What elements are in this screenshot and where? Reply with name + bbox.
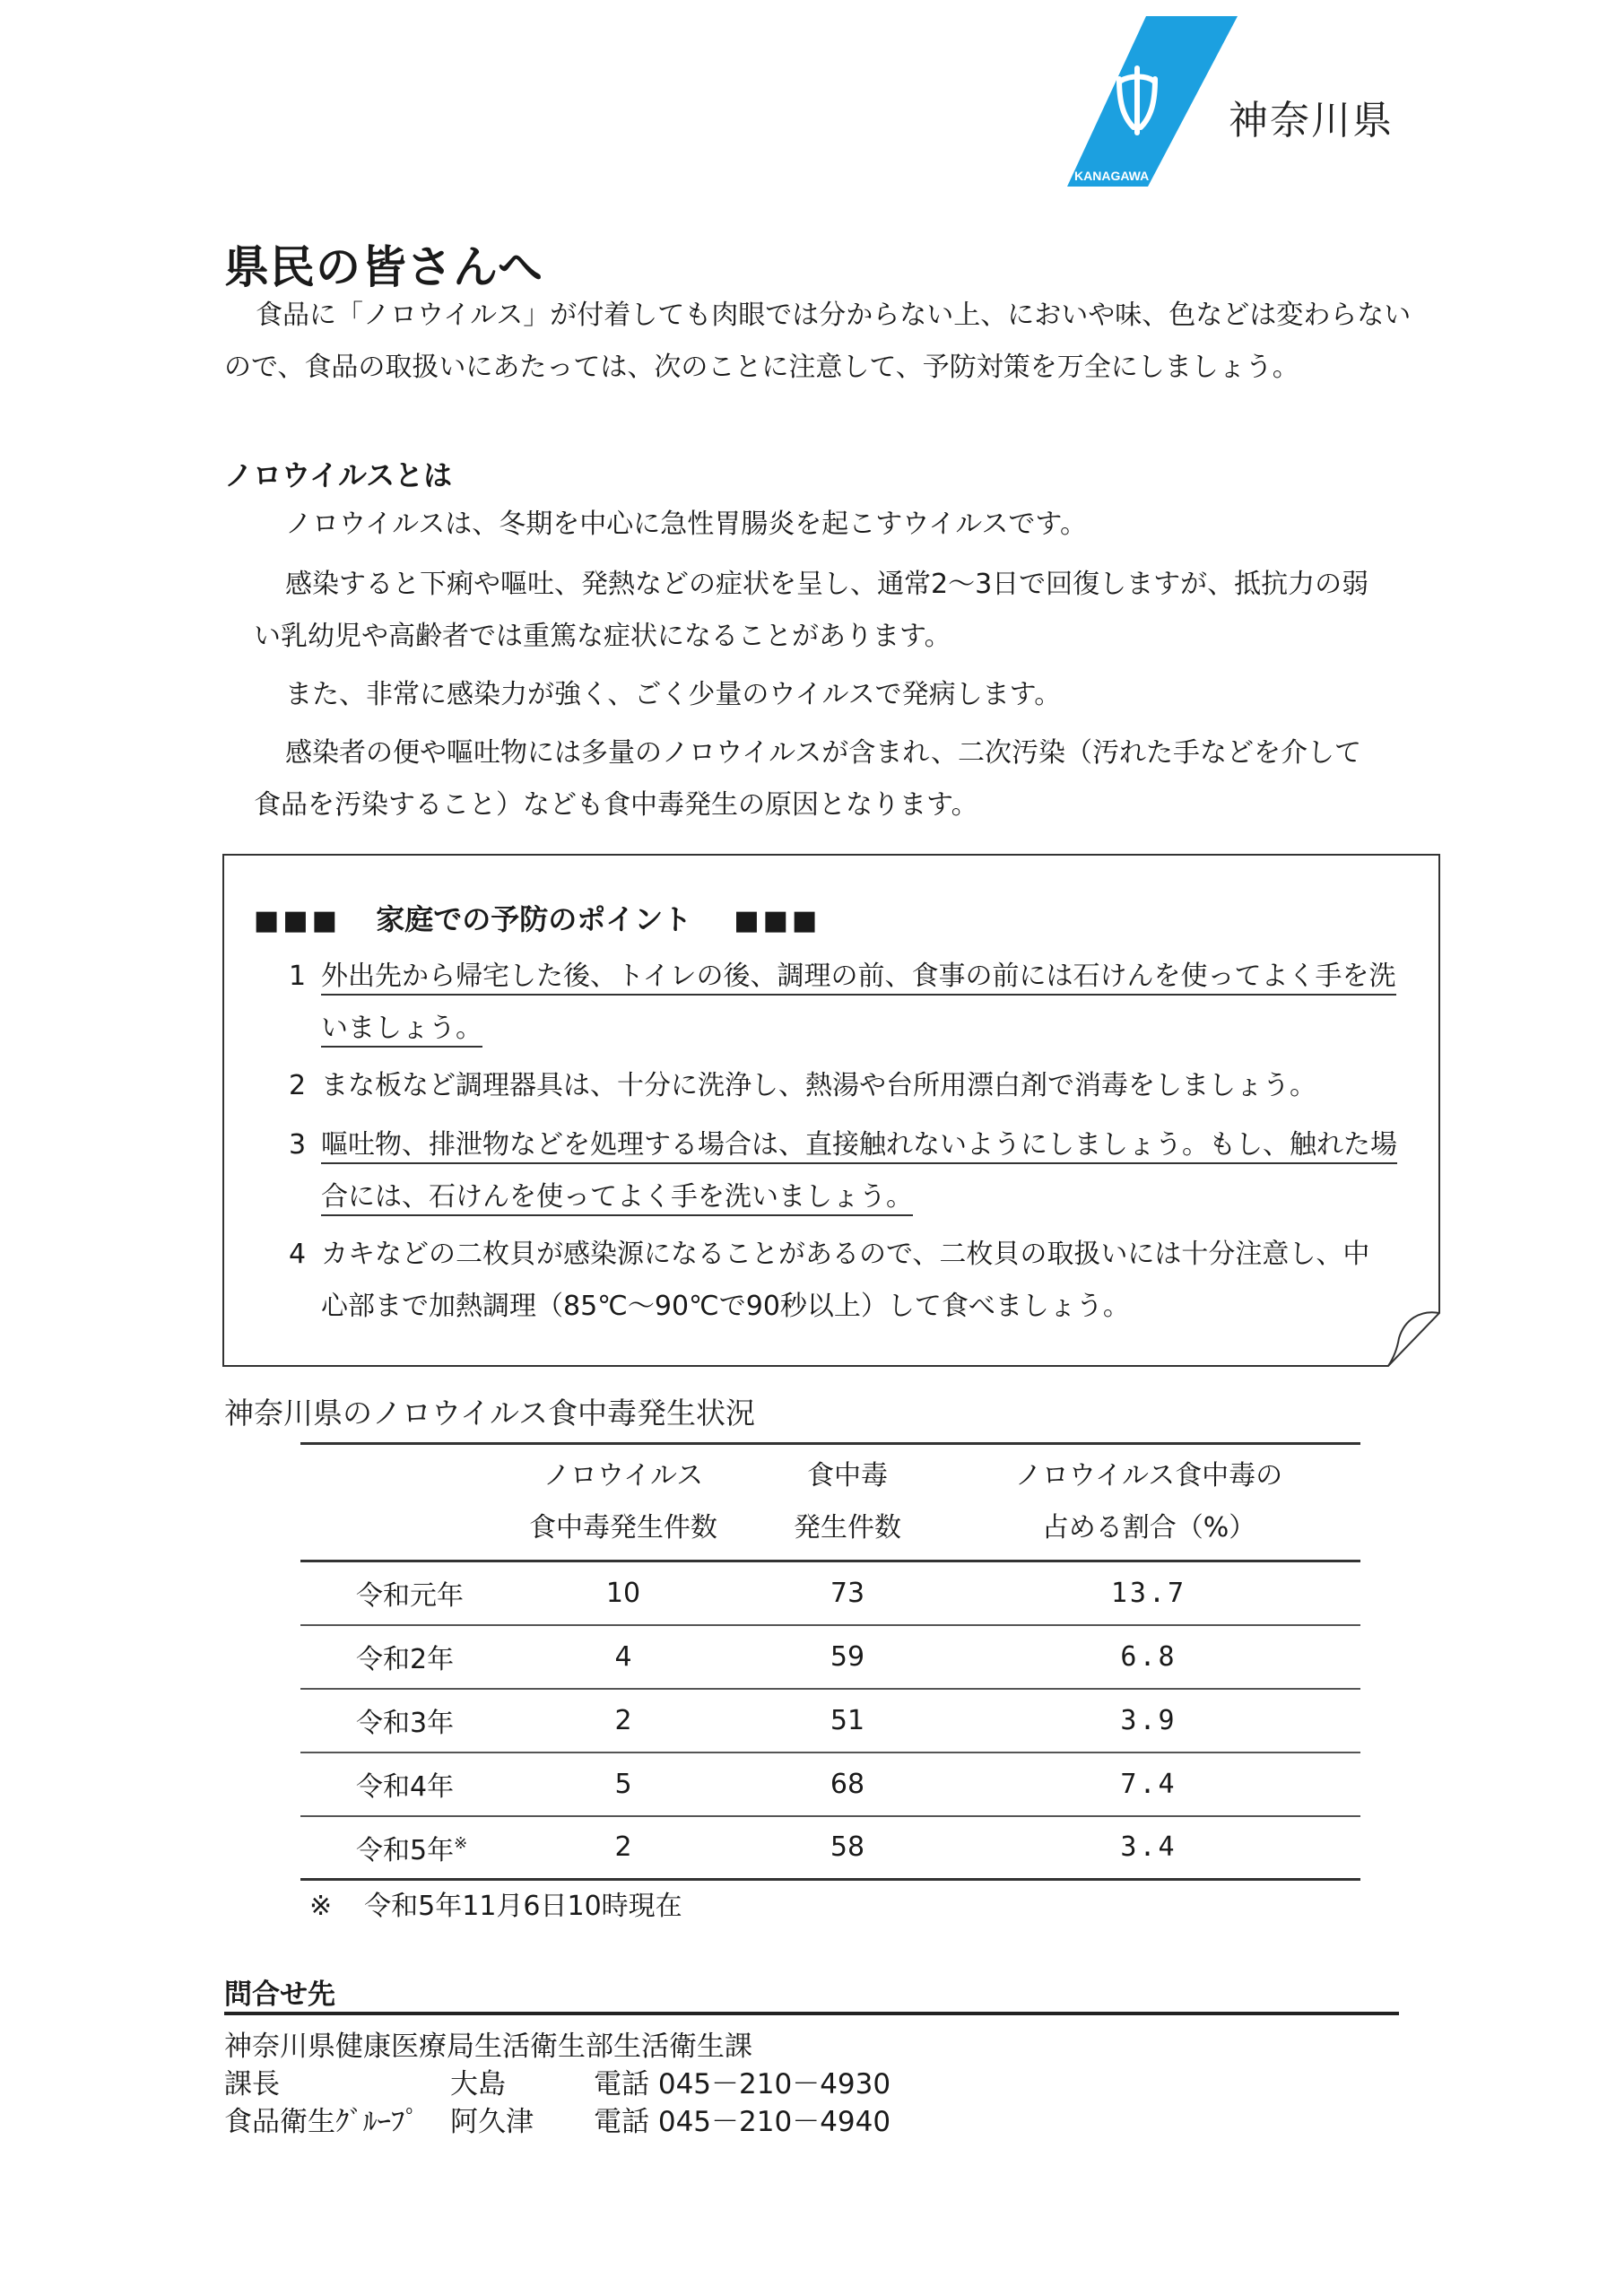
header-cell-total-count: 食中毒 発生件数 [794, 1460, 901, 1544]
total-count-cell: 58 [830, 1831, 865, 1864]
noro-count-cell: 4 [614, 1640, 632, 1673]
table-row [300, 1625, 1360, 1689]
about-line-3: い乳幼児や高齢者では重篤な症状になることがあります。 [254, 621, 951, 652]
contact-phone: 電話 045－210－4930 [594, 2068, 891, 2100]
noro-count-cell: 2 [614, 1704, 632, 1736]
table-row [300, 1752, 1360, 1816]
contact-row [224, 2061, 1121, 2100]
point-1-line-1 [321, 951, 1396, 1003]
point-1-text-1: 外出先から帰宅した後、トイレの後、調理の前、食事の前には石けんを使ってよく手を洗 [321, 961, 1396, 996]
point-number-2: 2 [289, 1070, 307, 1101]
about-line-1: ノロウイルスは、冬期を中心に急性胃腸炎を起こすウイルスです。 [285, 509, 1087, 540]
point-4-line-2: 心部まで加熱調理（85℃～90℃で90秒以上）して食べましょう。 [321, 1291, 1130, 1322]
header-cell-noro-count: ノロウイルス 食中毒発生件数 [529, 1460, 717, 1544]
point-3-text-2: 合には、石けんを使ってよく手を洗いましょう。 [321, 1181, 913, 1216]
prevention-heading-text: 家庭での予防のポイント [376, 902, 692, 936]
point-3-line-2 [321, 1171, 913, 1223]
noro-count-cell: 10 [605, 1577, 641, 1609]
contact-name: 阿久津 [450, 2106, 534, 2138]
footnote-mark-symbol: ※ [309, 1891, 333, 1922]
table-row [300, 1689, 1360, 1752]
intro-line-1: 食品に「ノロウイルス」が付着しても肉眼では分からない上、においや味、色などは変わらない [256, 300, 1412, 331]
year-cell: 令和元年 [356, 1580, 464, 1613]
ratio-cell: 13.7 [1110, 1577, 1187, 1609]
table-row [300, 1561, 1360, 1625]
heading-squares-left: ■■■ [254, 905, 342, 936]
intro-line-2: ので、食品の取扱いにあたっては、次のことに注意して、予防対策を万全にしましょう。 [224, 352, 1299, 383]
contact-heading: 問合せ先 [224, 1979, 335, 2011]
ratio-cell: 3.4 [1120, 1831, 1177, 1864]
point-number-1: 1 [289, 961, 307, 992]
point-number-3: 3 [289, 1129, 307, 1161]
about-line-5: 感染者の便や嘔吐物には多量のノロウイルスが含まれ、二次汚染（汚れた手などを介して [285, 737, 1361, 769]
year-cell [300, 1816, 489, 1880]
header-cell-ratio: ノロウイルス食中毒の 占める割合（%） [1014, 1460, 1283, 1544]
total-count-cell: 59 [830, 1640, 865, 1673]
point-3-text-1: 嘔吐物、排泄物などを処理する場合は、直接触れないようにしましょう。もし、触れた場 [321, 1129, 1397, 1164]
total-count-cell: 51 [830, 1704, 865, 1736]
noro-count-cell: 2 [614, 1831, 632, 1864]
point-number-4: 4 [289, 1239, 307, 1270]
year-text: 令和5年 [356, 1834, 455, 1866]
noro-count-cell: 5 [614, 1768, 632, 1800]
point-4-line-1: カキなどの二枚貝が感染源になることがあるので、二枚貝の取扱いには十分注意し、中 [321, 1239, 1370, 1270]
point-3-line-1 [321, 1119, 1397, 1171]
logo-roman-text: KANAGAWA [1074, 169, 1150, 183]
year-cell: 令和3年 [356, 1708, 455, 1739]
contact-role: 課長 [224, 2068, 280, 2100]
table-header-row [300, 1444, 1360, 1561]
point-2-line-1: まな板など調理器具は、十分に洗浄し、熱湯や台所用漂白剤で消毒をしましょう。 [321, 1070, 1316, 1101]
norovirus-statistics-table [300, 1442, 1360, 1881]
contact-phone: 電話 045－210－4940 [594, 2106, 891, 2138]
about-line-4: また、非常に感染力が強く、ごく少量のウイルスで発病します。 [285, 679, 1062, 710]
total-count-cell: 68 [830, 1768, 865, 1800]
ratio-cell: 7.4 [1120, 1768, 1177, 1800]
ratio-cell: 3.9 [1120, 1704, 1177, 1736]
year-cell: 令和2年 [356, 1644, 455, 1675]
footnote-mark: ※ [454, 1833, 468, 1853]
table-title: 神奈川県のノロウイルス食中毒発生状況 [224, 1396, 756, 1431]
table-row [300, 1816, 1360, 1880]
contact-row [224, 2099, 1121, 2138]
page-title: 県民の皆さんへ [224, 241, 543, 293]
year-cell: 令和4年 [356, 1771, 455, 1803]
footnote-text: 令和5年11月6日10時現在 [364, 1891, 682, 1922]
about-line-2: 感染すると下痢や嘔吐、発熱などの症状を呈し、通常2～3日で回復しますが、抵抗力の弱 [285, 569, 1369, 600]
heading-squares-right: ■■■ [734, 905, 821, 936]
header-cell-year [300, 1444, 489, 1561]
table-footnote [309, 1883, 682, 1923]
point-1-text-2: いましょう。 [321, 1013, 482, 1048]
section-heading-about: ノロウイルスとは [224, 458, 453, 492]
about-line-6: 食品を汚染すること）なども食中毒発生の原因となります。 [254, 789, 978, 821]
logo-name-text: 神奈川県 [1229, 98, 1394, 144]
contact-department: 神奈川県健康医療局生活衛生部生活衛生課 [224, 2031, 752, 2063]
point-1-line-2 [321, 1003, 482, 1055]
contact-name: 大島 [450, 2068, 506, 2100]
contact-role: 食品衛生ｸﾞﾙｰﾌﾟ [224, 2106, 419, 2138]
contact-divider [224, 2012, 1399, 2015]
ratio-cell: 6.8 [1120, 1640, 1177, 1673]
prevention-heading [254, 897, 821, 938]
total-count-cell: 73 [830, 1577, 865, 1609]
